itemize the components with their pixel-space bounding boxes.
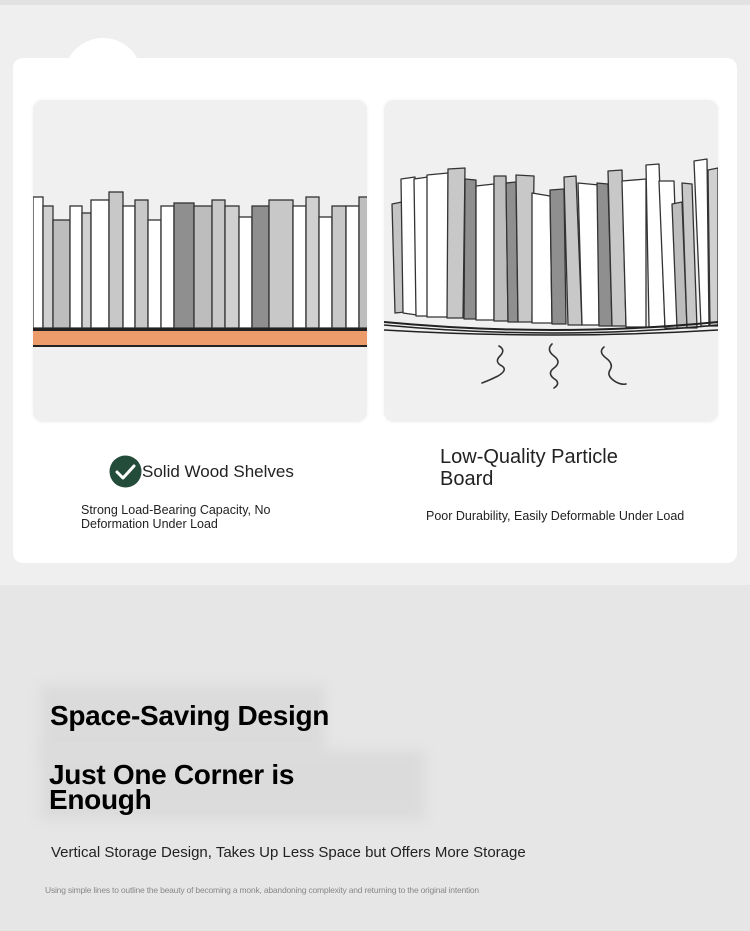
solid-wood-illustration [33, 100, 367, 422]
checkmark-icon [109, 455, 142, 488]
solid-shelf-svg [33, 100, 367, 422]
solid-wood-description: Strong Load-Bearing Capacity, No Deformation Under Load [81, 503, 271, 531]
feature-tagline: Using simple lines to outline the beauty of becoming a monk, abandoning complexity and returning to the original intention [45, 885, 479, 895]
shelf-bottom-line [33, 345, 367, 347]
feature-section [0, 585, 750, 931]
books-row [392, 159, 718, 328]
particle-shelf-svg [384, 100, 718, 422]
stress-wave-icon [601, 347, 626, 384]
stress-wave-marks [482, 344, 626, 388]
top-divider [0, 0, 750, 5]
feature-heading: Space-Saving Design [50, 700, 330, 731]
particle-board-description: Poor Durability, Easily Deformable Under Load [426, 509, 685, 523]
particle-board-title: Low-Quality Particle Board [440, 446, 618, 490]
feature-subheading: Just One Corner is Enough [49, 759, 295, 815]
solid-wood-title: Solid Wood Shelves [142, 462, 294, 481]
books-row [33, 192, 367, 328]
feature-description: Vertical Storage Design, Takes Up Less Space but Offers More Storage [51, 844, 526, 861]
particle-board-illustration [384, 100, 718, 422]
stress-wave-icon [482, 346, 504, 383]
shelf-top-line [33, 328, 367, 331]
stress-wave-icon [549, 344, 558, 388]
solid-wood-shelf [33, 331, 367, 346]
